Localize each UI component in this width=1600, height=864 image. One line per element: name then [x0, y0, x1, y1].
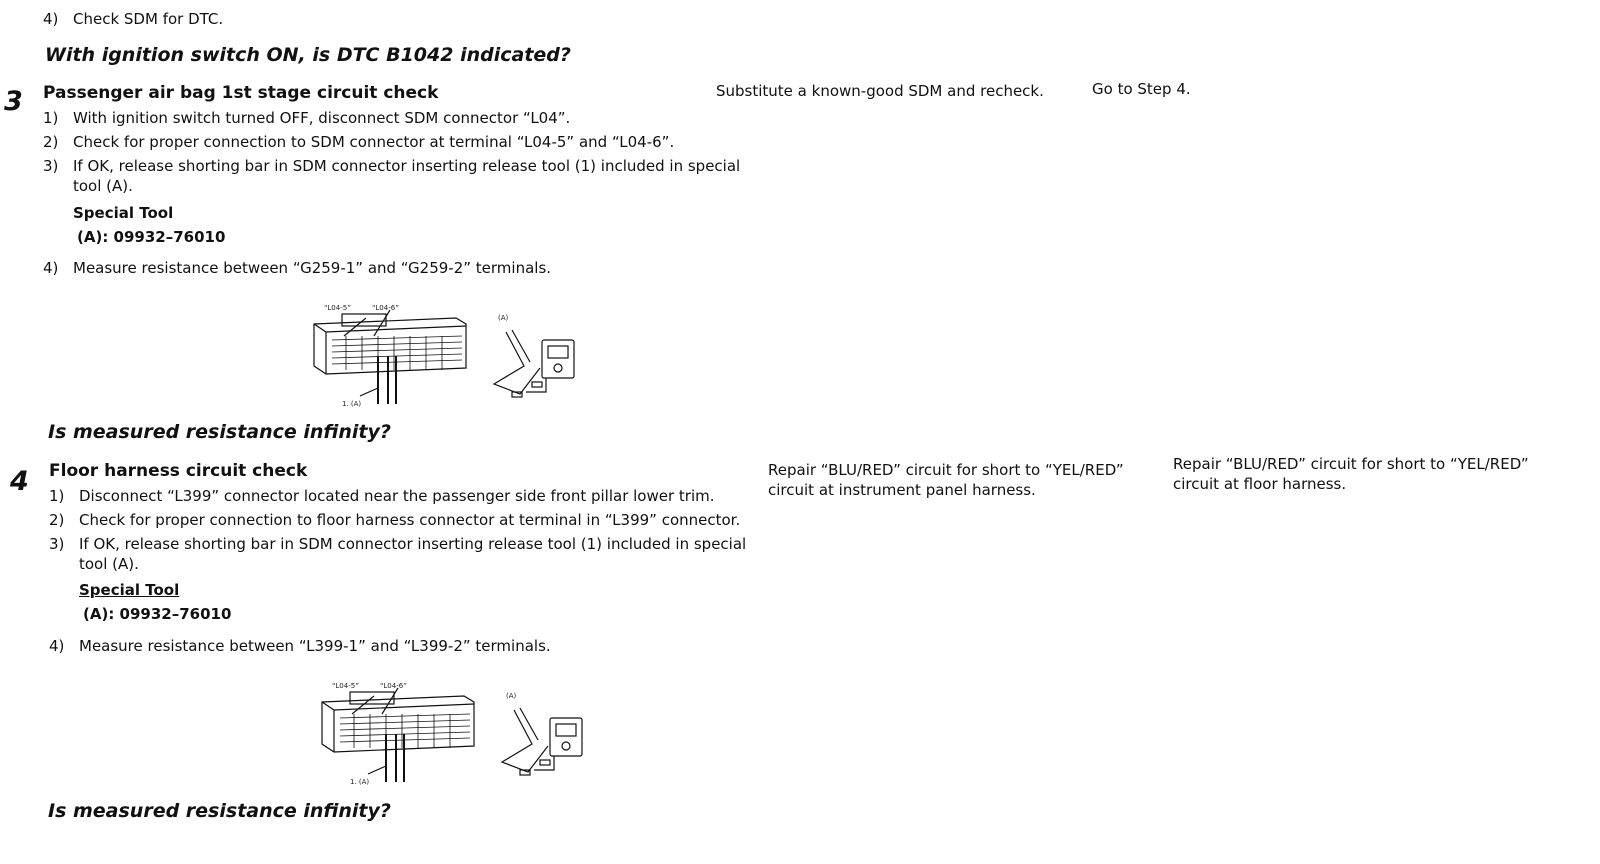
figure-label-l04-5: “L04-5” [324, 304, 351, 312]
figure-label-l04-6: “L04-6” [380, 682, 407, 690]
step-4-yes-action-line-1: Repair “BLU/RED” circuit for short to “YEL/RED” [768, 461, 1124, 479]
item-number: 2) [43, 133, 59, 151]
step-4-no-action-line-2: circuit at floor harness. [1173, 475, 1347, 493]
item-text: Measure resistance between “L399-1” and “L399-2” terminals. [79, 637, 551, 655]
item-number: 2) [49, 511, 65, 529]
item-text: Disconnect “L399” connector located near the passenger side front pillar lower trim. [79, 487, 715, 505]
figure-label-a: (A) [506, 692, 517, 700]
step-3-yes-action: Substitute a known-good SDM and recheck. [716, 82, 1044, 100]
item-number: 4) [43, 10, 59, 28]
step-4-item-3 [49, 535, 746, 554]
step-4-no-action-line-1: Repair “BLU/RED” circuit for short to “YEL/RED” [1173, 455, 1529, 473]
item-text: Check SDM for DTC. [73, 10, 224, 28]
item-number: 1) [43, 109, 59, 127]
step-3-no-action: Go to Step 4. [1092, 80, 1191, 98]
step-4-special-tool-value: (A): 09932–76010 [83, 605, 232, 623]
item-number: 3) [43, 157, 59, 175]
item-text: If OK, release shorting bar in SDM connector inserting release tool (1) included in special [79, 535, 747, 553]
step-4-title: Floor harness circuit check [49, 461, 308, 481]
prev-step-item-4 [43, 10, 223, 29]
step-3-connector-figure [306, 296, 586, 408]
step-4-item-4 [49, 637, 551, 656]
step-3-item-3 [43, 157, 740, 176]
sdm-connector-drawing [314, 310, 466, 404]
item-number: 3) [49, 535, 65, 553]
step-3-special-tool-label: Special Tool [73, 204, 174, 222]
step-3-special-tool-value: (A): 09932–76010 [77, 228, 226, 246]
step-4-item-1 [49, 487, 715, 506]
figure-label-1a: 1. (A) [342, 400, 362, 408]
step-4-number: 4 [10, 466, 29, 497]
step-4-question: Is measured resistance infinity? [48, 800, 391, 822]
item-text: Check for proper connection to SDM connector at terminal “L04-5” and “L04-6”. [73, 133, 675, 151]
item-text: With ignition switch turned OFF, disconnect SDM connector “L04”. [73, 109, 571, 127]
step-4-yes-action-line-2: circuit at instrument panel harness. [768, 481, 1036, 499]
step-4-item-3-cont: tool (A). [79, 555, 139, 573]
figure-label-l04-6: “L04-6” [372, 304, 399, 312]
item-number: 4) [49, 637, 65, 655]
step-3-item-3-cont: tool (A). [73, 177, 133, 195]
ohmmeter-drawing [494, 330, 574, 397]
item-number: 1) [49, 487, 65, 505]
ohmmeter-drawing [502, 708, 582, 775]
step-3-item-2 [43, 133, 674, 152]
step-3-title: Passenger air bag 1st stage circuit check [43, 83, 439, 103]
item-text: Measure resistance between “G259-1” and “G259-2” terminals. [73, 259, 552, 277]
sdm-connector-drawing [322, 688, 474, 782]
figure-label-l04-5: “L04-5” [332, 682, 359, 690]
step-4-special-tool-label: Special Tool [79, 581, 180, 599]
figure-label-1a: 1. (A) [350, 778, 370, 786]
step-3-number: 3 [4, 86, 23, 117]
step-4-item-2 [49, 511, 740, 530]
step-4-connector-figure [314, 674, 594, 786]
step-3-question: Is measured resistance infinity? [48, 421, 391, 443]
figure-label-a: (A) [498, 314, 509, 322]
step-3-item-1 [43, 109, 570, 128]
step-3-item-4 [43, 259, 551, 278]
item-text: If OK, release shorting bar in SDM connector inserting release tool (1) included in special [73, 157, 741, 175]
prev-question: With ignition switch ON, is DTC B1042 indicated? [45, 44, 571, 66]
item-text: Check for proper connection to floor harness connector at terminal in “L399” connector. [79, 511, 741, 529]
item-number: 4) [43, 259, 59, 277]
